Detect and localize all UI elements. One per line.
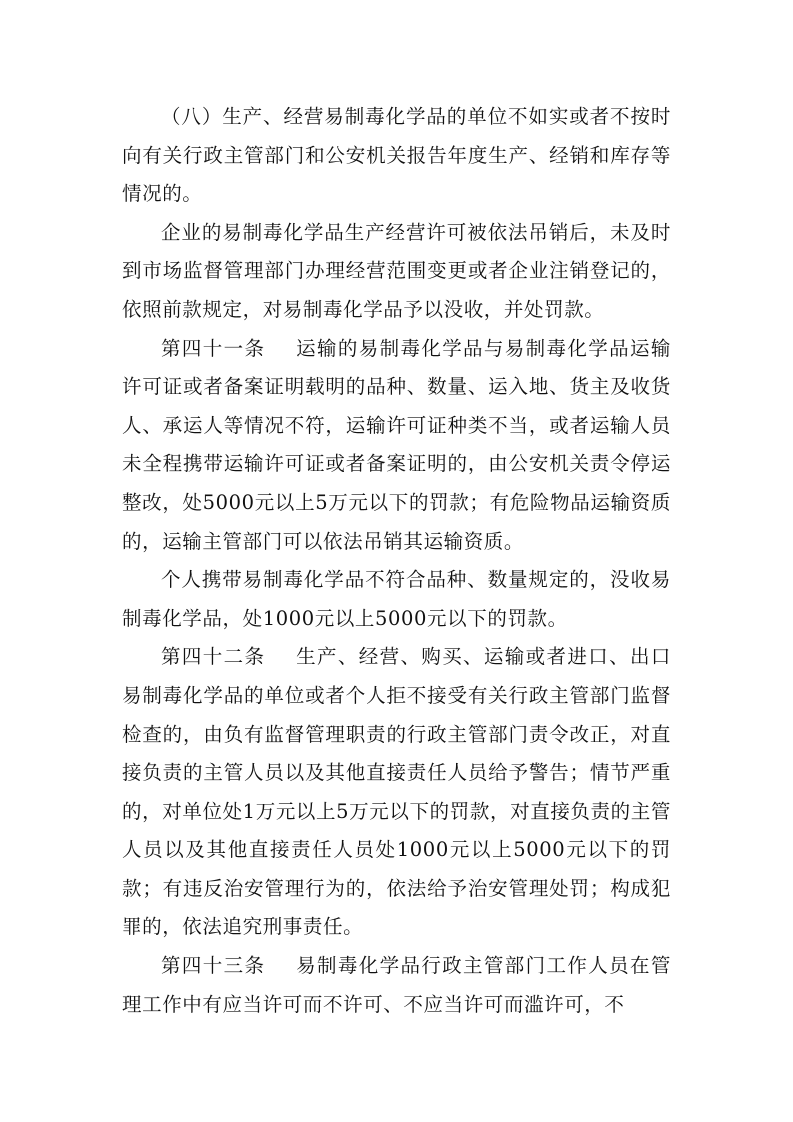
paragraph-text: 个人携带易制毒化学品不符合品种、数量规定的，没收易制毒化学品，处1000元以上5000元以下的罚款。 [122,568,671,630]
article-number: 第四十二条 [161,645,266,669]
paragraph-license-revoked [122,214,671,330]
article-42 [122,638,671,947]
article-text: 生产、经营、购买、运输或者进口、出口易制毒化学品的单位或者个人拒不接受有关行政主管部门监督检查的，由负有监督管理职责的行政主管部门责令改正，对直接负责的主管人员以及其他直接责任人员给予警告；情节严重的，对单位处1万元以上5万元以下的罚款，对直接负责的主管人员以及其他直接责任人员处1000元以上5000元以下的罚款；有违反治安管理行为的，依法给予治安管理处罚；构成犯罪的，依法追究刑事责任。 [122,645,671,939]
article-41 [122,330,671,562]
article-number: 第四十三条 [161,954,266,978]
paragraph-text: （八）生产、经营易制毒化学品的单位不如实或者不按时向有关行政主管部门和公安机关报告年度生产、经销和库存等情况的。 [122,105,671,206]
paragraph-text: 企业的易制毒化学品生产经营许可被依法吊销后，未及时到市场监督管理部门办理经营范围变更或者企业注销登记的，依照前款规定，对易制毒化学品予以没收，并处罚款。 [122,220,671,321]
article-text: 易制毒化学品行政主管部门工作人员在管理工作中有应当许可而不许可、不应当许可而滥许可，不 [122,954,671,1016]
article-43 [122,947,671,1024]
paragraph-item-8 [122,98,671,214]
article-text: 运输的易制毒化学品与易制毒化学品运输许可证或者备案证明载明的品种、数量、运入地、货主及收货人、承运人等情况不符，运输许可证种类不当，或者运输人员未全程携带运输许可证或者备案证明的，由公安机关责令停运整改，处5000元以上5万元以下的罚款；有危险物品运输资质的，运输主管部门可以依法吊销其运输资质。 [122,336,671,553]
regulation-text-block [122,98,671,1024]
article-number: 第四十一条 [161,336,266,360]
paragraph-personal-carry [122,561,671,638]
